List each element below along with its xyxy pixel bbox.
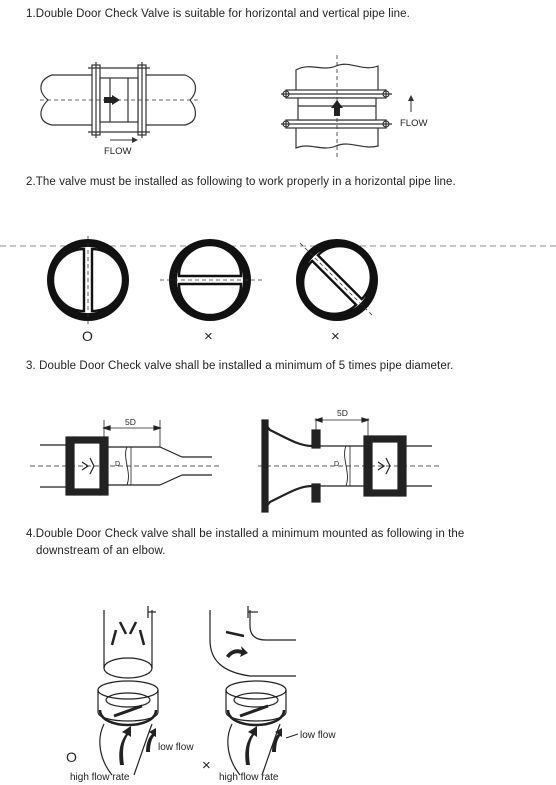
flow-arrows-correct-icon (119, 726, 156, 765)
mark-incorrect-icon: × (331, 328, 340, 345)
mark-correct-icon: O (66, 749, 77, 765)
mark-correct-icon: O (82, 328, 93, 344)
section-3-text: 3. Double Door Check valve shall be installed a minimum of 5 times pipe diameter. (26, 360, 454, 372)
elbow-install-incorrect (210, 606, 296, 775)
section-4-text-line2: downstream of an elbow. (36, 545, 166, 557)
dimension-5d-left: 5D (125, 417, 136, 427)
section-1-text: 1.Double Door Check Valve is suitable for horizontal and vertical pipe line. (26, 8, 410, 20)
section-4-text-line1: 4.Double Door Check valve shall be installed a minimum mounted as following in the (26, 528, 465, 540)
dimension-5d-right: 5D (337, 408, 348, 418)
high-flow-label-right: high flow rate (219, 772, 279, 783)
mark-incorrect-icon: × (202, 757, 211, 774)
low-flow-label-left: low flow (158, 742, 194, 753)
flow-label-vertical: FLOW (400, 118, 428, 129)
diameter-label-left: D (115, 461, 121, 468)
flow-arrows-incorrect-icon (226, 646, 298, 765)
section-2-text: 2.The valve must be installed as following to work properly in a horizontal pipe line. (26, 176, 456, 188)
diameter-label-right: D (334, 461, 340, 468)
high-flow-label-left: high flow rate (70, 772, 130, 783)
mark-incorrect-icon: × (204, 328, 213, 345)
flow-label-horizontal: FLOW (104, 146, 132, 157)
low-flow-label-right: low flow (300, 730, 336, 741)
